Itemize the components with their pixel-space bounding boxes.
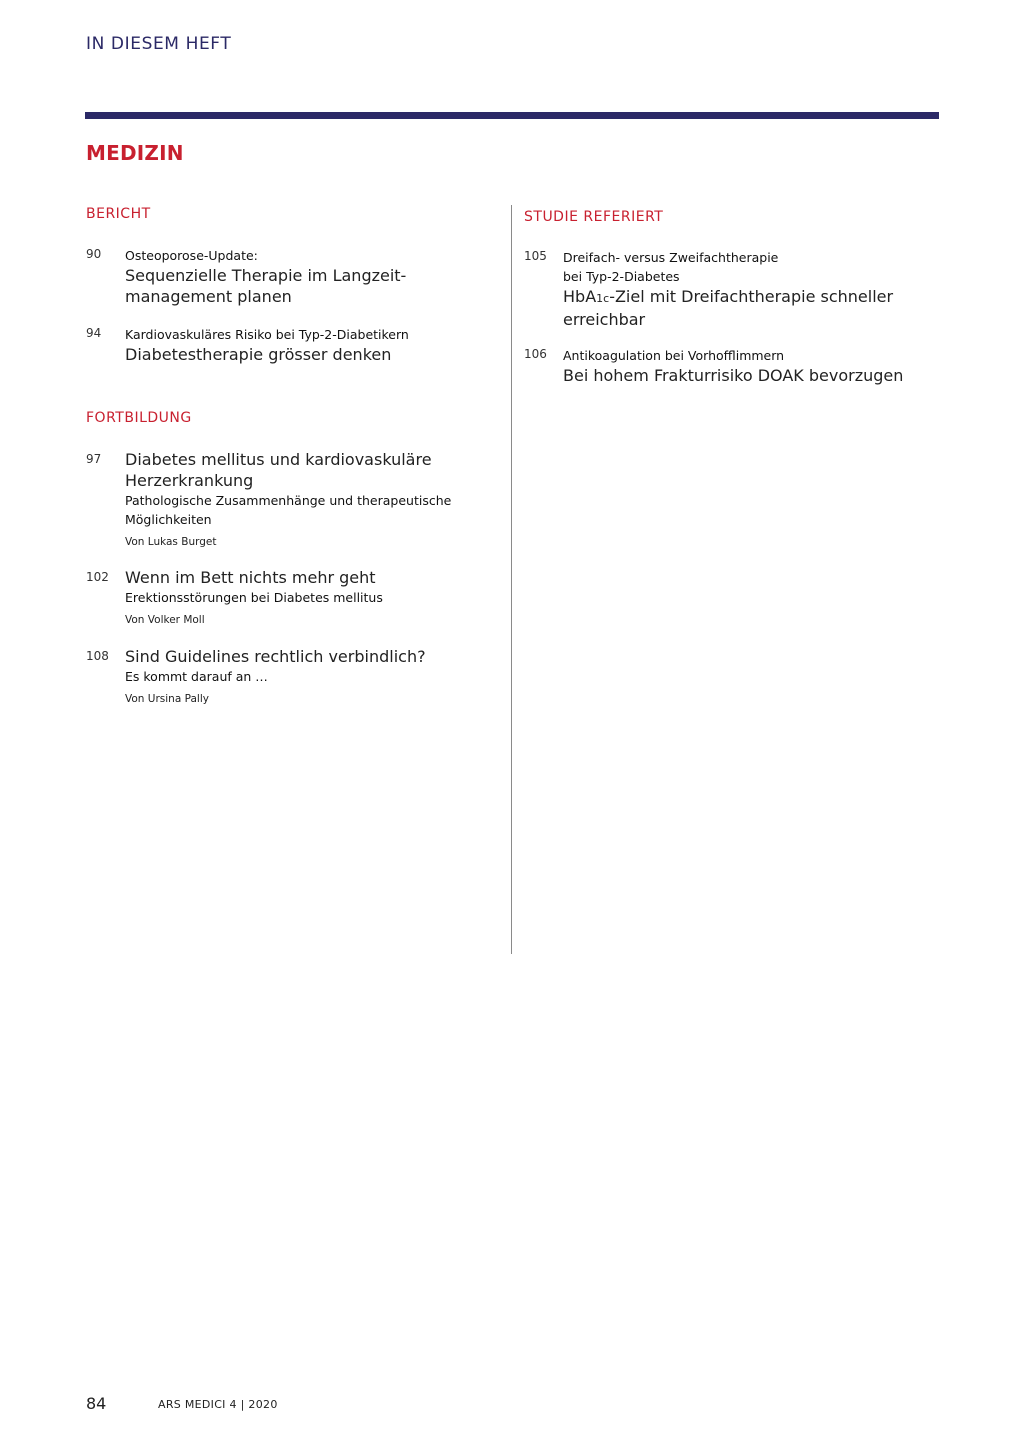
page-number: 105 [524,249,547,263]
page-number: 97 [86,452,102,466]
entry-headline: Diabetestherapie grösser denken [125,345,392,364]
entry-headline: Diabetes mellitus und kardiovaskuläre Herzerkrankung [125,450,432,490]
running-header: IN DIESEM HEFT [86,34,232,54]
entry-kicker: Osteoporose-Update: [125,248,258,263]
headline-rest: -Ziel mit Dreifachtherapie schneller erreichbar [563,287,894,329]
entry-headline: Sequenzielle Therapie im Langzeit-management planen [125,266,407,306]
entry-subtitle: Pathologische Zusammenhänge und therapeutische Möglichkeiten [125,493,452,527]
headline-subscript: 1c [596,292,610,305]
entry-author: Von Lukas Burget [125,536,217,548]
entry-author: Von Ursina Pally [125,693,209,705]
entry-kicker: bei Typ-2-Diabetes [563,269,680,284]
column-divider [511,205,512,954]
header-rule [85,112,939,119]
entry-headline [563,286,923,330]
page-number: 102 [86,570,109,584]
category-studie-referiert: STUDIE REFERIERT [524,209,664,225]
entry-kicker: Dreifach- versus Zweifachtherapie [563,250,779,265]
entry-subtitle: Erektionsstörungen bei Diabetes mellitus [125,590,383,605]
page-number: 106 [524,347,547,361]
category-fortbildung: FORTBILDUNG [86,410,192,426]
footer-page-number: 84 [86,1394,107,1413]
entry-subtitle: Es kommt darauf an … [125,669,268,684]
entry-headline: Sind Guidelines rechtlich verbindlich? [125,647,426,666]
page-number: 90 [86,247,102,261]
footer-magazine-issue: ARS MEDICI 4 | 2020 [158,1398,278,1411]
page-number: 108 [86,649,109,663]
category-bericht: BERICHT [86,206,151,222]
entry-author: Von Volker Moll [125,614,205,626]
page-number: 94 [86,326,102,340]
entry-headline: Bei hohem Frakturrisiko DOAK bevorzugen [563,366,904,385]
entry-kicker: Antikoagulation bei Vorhofflimmern [563,348,785,363]
entry-headline: Wenn im Bett nichts mehr geht [125,568,376,587]
section-title: MEDIZIN [86,141,184,165]
headline-hba: HbA [563,287,597,306]
entry-kicker: Kardiovaskuläres Risiko bei Typ-2-Diabetikern [125,327,409,342]
